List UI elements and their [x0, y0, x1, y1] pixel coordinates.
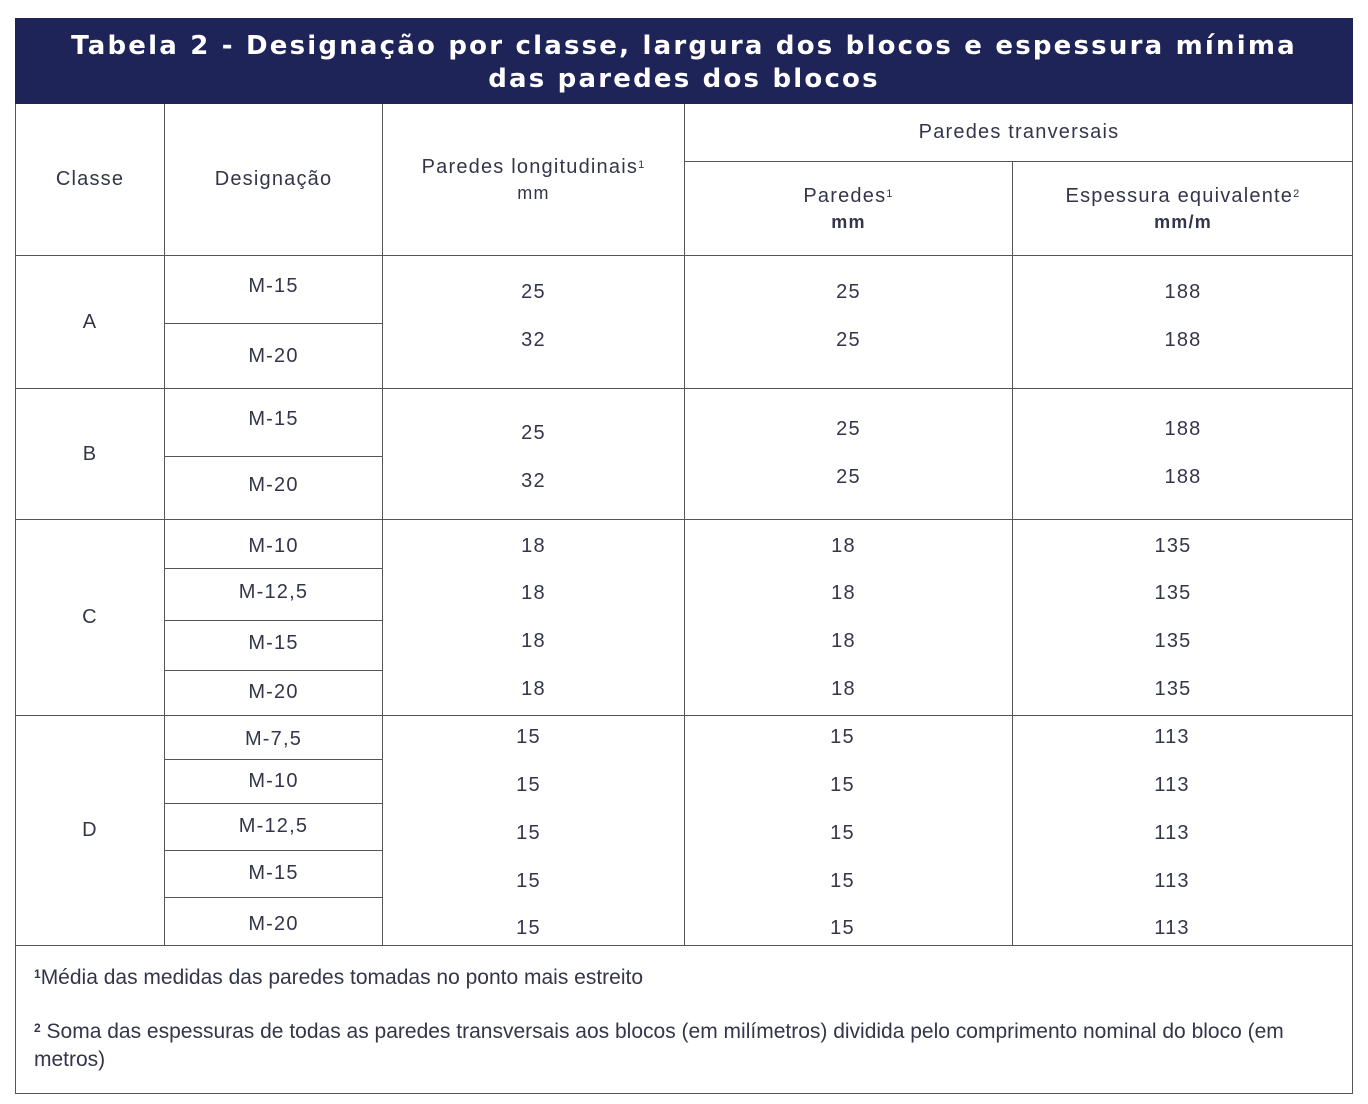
header-longitudinais-label: Paredes longitudinais — [421, 155, 639, 178]
designation-cell: M-10 — [248, 534, 299, 557]
longitudinal-cell: 18 — [521, 581, 546, 604]
paredes-cell: 18 — [831, 677, 856, 700]
equivalente-cell: 113 — [1154, 773, 1190, 796]
designation-divider — [164, 850, 382, 851]
designation-cell: M-10 — [248, 769, 299, 792]
paredes-cell: 25 — [836, 417, 861, 440]
equivalente-cell: 135 — [1154, 534, 1192, 557]
footnote-1 — [34, 964, 1324, 992]
class-cell: C — [82, 606, 98, 628]
header-designacao: Designação — [214, 168, 333, 190]
table-title-line1: Tabela 2 - Designação por classe, largura dos blocos e espessura mínima — [71, 31, 1297, 61]
longitudinal-cell: 25 — [521, 421, 546, 444]
paredes-cell: 15 — [830, 725, 855, 748]
header-longitudinais — [383, 104, 684, 255]
footnote-ref: 1 — [886, 187, 894, 200]
designation-divider — [164, 568, 382, 569]
longitudinal-cell: 18 — [521, 629, 546, 652]
paredes-cell: 15 — [830, 821, 855, 844]
footnote-ref: 1 — [638, 158, 646, 171]
equivalente-cell: 135 — [1154, 581, 1192, 604]
equivalente-cell: 188 — [1164, 280, 1202, 303]
designation-cell: M-12,5 — [238, 814, 309, 837]
paredes-cell: 15 — [830, 773, 855, 796]
designation-cell: M-7,5 — [244, 727, 303, 750]
longitudinal-cell: 15 — [516, 725, 541, 748]
group-c-bottom-line — [15, 715, 1353, 716]
designation-divider — [164, 759, 382, 760]
designation-divider — [164, 620, 382, 621]
longitudinal-cell: 15 — [516, 773, 541, 796]
designation-cell: M-20 — [248, 912, 299, 935]
header-equivalente-label: Espessura equivalente — [1065, 184, 1294, 207]
longitudinal-cell: 15 — [516, 916, 541, 939]
footnote-2 — [34, 1018, 1334, 1074]
equivalente-cell: 188 — [1164, 328, 1202, 351]
equivalente-cell: 188 — [1164, 417, 1202, 440]
designation-divider — [164, 456, 382, 457]
equivalente-cell: 113 — [1154, 869, 1190, 892]
longitudinal-cell: 25 — [521, 280, 546, 303]
header-classe: Classe — [55, 168, 125, 190]
longitudinal-cell: 32 — [521, 469, 546, 492]
footnote-2-text: Soma das espessuras de todas as paredes transversais aos blocos (em milímetros) dividida pelo comprimento nominal do bloco (em metros) — [34, 1020, 1284, 1071]
longitudinal-cell: 32 — [521, 328, 546, 351]
longitudinal-cell: 18 — [521, 534, 546, 557]
paredes-cell: 15 — [830, 869, 855, 892]
class-cell: B — [82, 442, 98, 465]
equivalente-cell: 113 — [1154, 725, 1190, 748]
designation-cell: M-12,5 — [238, 580, 309, 603]
header-equivalente-unit: mm/m — [1154, 211, 1212, 232]
header-paredes — [685, 162, 1012, 255]
paredes-cell: 18 — [831, 581, 856, 604]
paredes-cell: 25 — [836, 465, 861, 488]
longitudinal-cell: 15 — [516, 869, 541, 892]
header-equivalente — [1013, 162, 1353, 255]
designation-cell: M-15 — [248, 274, 299, 297]
equivalente-cell: 135 — [1154, 629, 1192, 652]
designation-cell: M-15 — [248, 861, 299, 884]
designation-divider — [164, 897, 382, 898]
designation-cell: M-20 — [248, 680, 299, 703]
class-cell: A — [82, 310, 98, 333]
footnote-ref: 2 — [1293, 187, 1301, 200]
designation-cell: M-15 — [248, 407, 299, 430]
equivalente-cell: 188 — [1164, 465, 1202, 488]
header-transversais: Paredes tranversais — [918, 121, 1120, 143]
table-title-line2: das paredes dos blocos — [488, 64, 880, 94]
header-paredes-unit: mm — [831, 211, 866, 232]
designation-divider — [164, 323, 382, 324]
header-longitudinais-unit: mm — [517, 182, 550, 203]
designation-divider — [164, 803, 382, 804]
designation-cell: M-20 — [248, 473, 299, 496]
paredes-cell: 18 — [831, 534, 856, 557]
paredes-cell: 25 — [836, 328, 861, 351]
designation-cell: M-15 — [248, 631, 299, 654]
footnote-mark: 2 — [34, 1021, 41, 1035]
group-b-bottom-line — [15, 519, 1353, 520]
equivalente-cell: 113 — [1154, 821, 1190, 844]
equivalente-cell: 135 — [1154, 677, 1192, 700]
longitudinal-cell: 15 — [516, 821, 541, 844]
paredes-cell: 25 — [836, 280, 861, 303]
footnote-mark: 1 — [34, 967, 41, 981]
equivalente-cell: 113 — [1154, 916, 1190, 939]
paredes-cell: 15 — [830, 916, 855, 939]
footnote-1-text: Média das medidas das paredes tomadas no ponto mais estreito — [40, 966, 644, 989]
designation-cell: M-20 — [248, 344, 299, 367]
longitudinal-cell: 18 — [521, 677, 546, 700]
table-title — [15, 18, 1353, 104]
class-cell: D — [82, 819, 98, 841]
header-paredes-label: Paredes — [803, 184, 887, 207]
designation-divider — [164, 670, 382, 671]
paredes-cell: 18 — [831, 629, 856, 652]
